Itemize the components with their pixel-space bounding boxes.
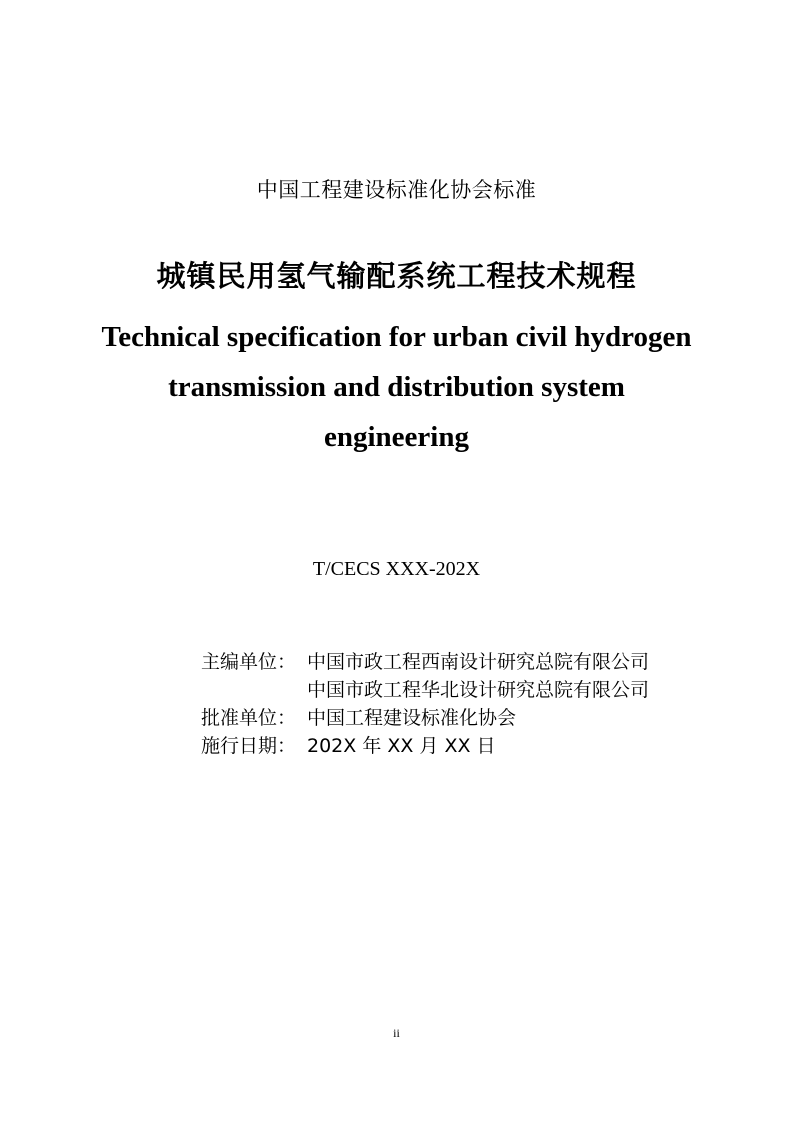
chief-editor-row-2 <box>201 676 649 704</box>
approver-value: 中国工程建设标准化协会 <box>307 707 517 729</box>
effective-date-value: 202X 年 XX 月 XX 日 <box>307 735 496 757</box>
effective-date-label: 施行日期： <box>201 735 297 757</box>
association-standard-heading: 中国工程建设标准化协会标准 <box>256 178 537 202</box>
chinese-title: 城镇民用氢气输配系统工程技术规程 <box>156 259 637 293</box>
chief-editor-label: 主编单位： <box>201 651 297 673</box>
english-title-line-1: Technical specification for urban civil hydrogen <box>101 321 692 353</box>
approver-row <box>201 704 649 732</box>
chief-editor-unit-1: 中国市政工程西南设计研究总院有限公司 <box>307 651 650 673</box>
chief-editor-unit-2: 中国市政工程华北设计研究总院有限公司 <box>307 679 650 701</box>
publication-info <box>201 648 649 760</box>
english-title <box>60 312 733 462</box>
chief-editor-row <box>201 648 649 676</box>
page-number: ii <box>393 1026 400 1040</box>
english-title-line-2: transmission and distribution system <box>168 371 625 403</box>
chief-editor-label-spacer <box>201 676 307 704</box>
english-title-line-3: engineering <box>324 421 469 453</box>
standard-code: T/CECS XXX-202X <box>312 558 481 580</box>
approver-label: 批准单位： <box>201 707 297 729</box>
effective-date-row <box>201 732 649 760</box>
